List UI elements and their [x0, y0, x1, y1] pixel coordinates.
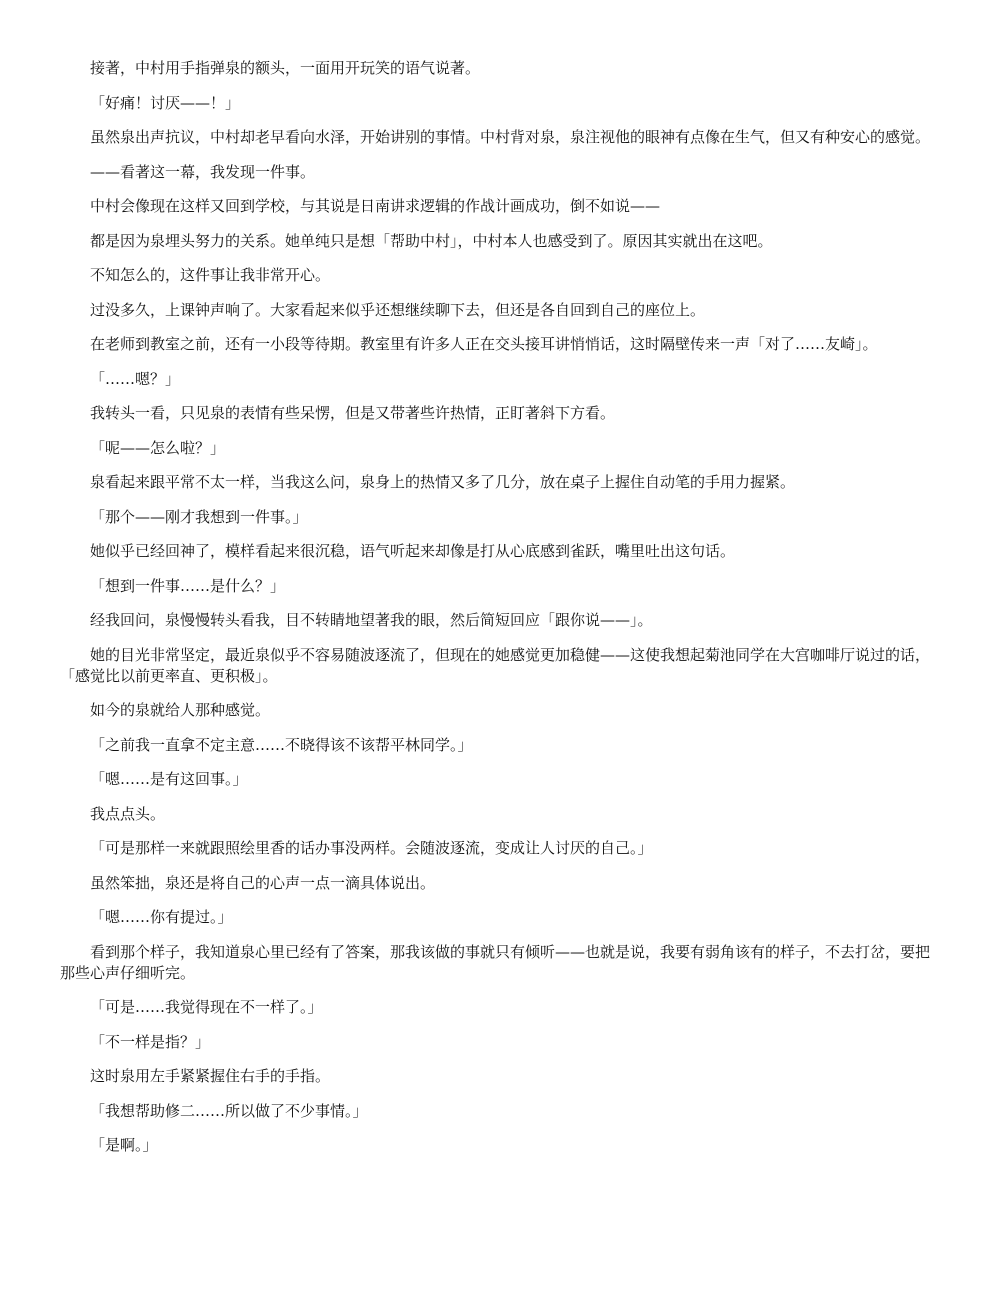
- paragraph: 过没多久，上课钟声响了。大家看起来似乎还想继续聊下去，但还是各自回到自己的座位上。: [90, 300, 706, 319]
- paragraph: 「之前我一直拿不定主意……不晓得该不该帮平林同学。」: [90, 735, 473, 754]
- paragraph: 「嗯……你有提过。」: [90, 908, 233, 926]
- paragraph: 在老师到教室之前，还有一小段等待期。教室里有许多人正在交头接耳讲悄悄话，这时隔壁传来一声「对了……友崎」。: [90, 335, 878, 353]
- paragraph: 「呢——怎么啦？」: [90, 438, 226, 457]
- paragraph: 「不一样是指？」: [90, 1032, 211, 1051]
- paragraph: 「那个——刚才我想到一件事。」: [90, 507, 308, 526]
- paragraph: 如今的泉就给人那种感觉。: [90, 701, 271, 719]
- paragraph: 「嗯……是有这回事。」: [90, 770, 248, 788]
- paragraph: 接著，中村用手指弹泉的额头，一面用开玩笑的语气说著。: [90, 59, 481, 77]
- paragraph: 不知怎么的，这件事让我非常开心。: [90, 266, 331, 284]
- paragraph: 「好痛！讨厌——！」: [90, 93, 241, 112]
- paragraph: 「可是那样一来就跟照绘里香的话办事没两样。会随波逐流，变成让人讨厌的自己。」: [90, 839, 653, 857]
- paragraph: 「是啊。」: [90, 1136, 158, 1154]
- paragraph: 她似乎已经回神了，模样看起来很沉稳，语气听起来却像是打从心底感到雀跃，嘴里吐出这句话。: [90, 542, 736, 560]
- paragraph: ——看著这一幕，我发现一件事。: [90, 162, 316, 181]
- paragraph: 看到那个样子，我知道泉心里已经有了答案，那我该做的事就只有倾听——也就是说，我要有弱角该有的样子，不去打岔，要把那些心声仔细听完。: [60, 942, 931, 982]
- paragraph: 她的目光非常坚定，最近泉似乎不容易随波逐流了，但现在的她感觉更加稳健——这使我想起菊池同学在大宫咖啡厅说过的话，「感觉比以前更率直、更积极」。: [60, 645, 931, 685]
- paragraph: 我转头一看，只见泉的表情有些呆愣，但是又带著些许热情，正盯著斜下方看。: [90, 404, 616, 422]
- paragraph: 都是因为泉埋头努力的关系。她单纯只是想「帮助中村」，中村本人也感受到了。原因其实就出在这吧。: [90, 231, 773, 250]
- paragraph: 中村会像现在这样又回到学校，与其说是日南讲求逻辑的作战计画成功，倒不如说——: [90, 197, 661, 215]
- paragraph: 泉看起来跟平常不太一样，当我这么问，泉身上的热情又多了几分，放在桌子上握住自动笔的手用力握紧。: [90, 473, 796, 491]
- paragraph: 这时泉用左手紧紧握住右手的手指。: [90, 1067, 331, 1085]
- paragraph: 我点点头。: [90, 804, 166, 823]
- paragraph: 虽然泉出声抗议，中村却老早看向水泽，开始讲别的事情。中村背对泉，泉注视他的眼神有点像在生气，但又有种安心的感觉。: [90, 128, 931, 146]
- paragraph: 「可是……我觉得现在不一样了。」: [90, 998, 323, 1016]
- paragraph: 经我回问，泉慢慢转头看我，目不转睛地望著我的眼，然后简短回应「跟你说——」。: [90, 611, 653, 629]
- paragraph: 「想到一件事……是什么？」: [90, 576, 286, 595]
- paragraph: 「我想帮助修二……所以做了不少事情。」: [90, 1101, 368, 1120]
- paragraph: 「……嗯？」: [90, 369, 181, 388]
- paragraph: 虽然笨拙，泉还是将自己的心声一点一滴具体说出。: [90, 873, 436, 892]
- document-page: [60, 58, 940, 1170]
